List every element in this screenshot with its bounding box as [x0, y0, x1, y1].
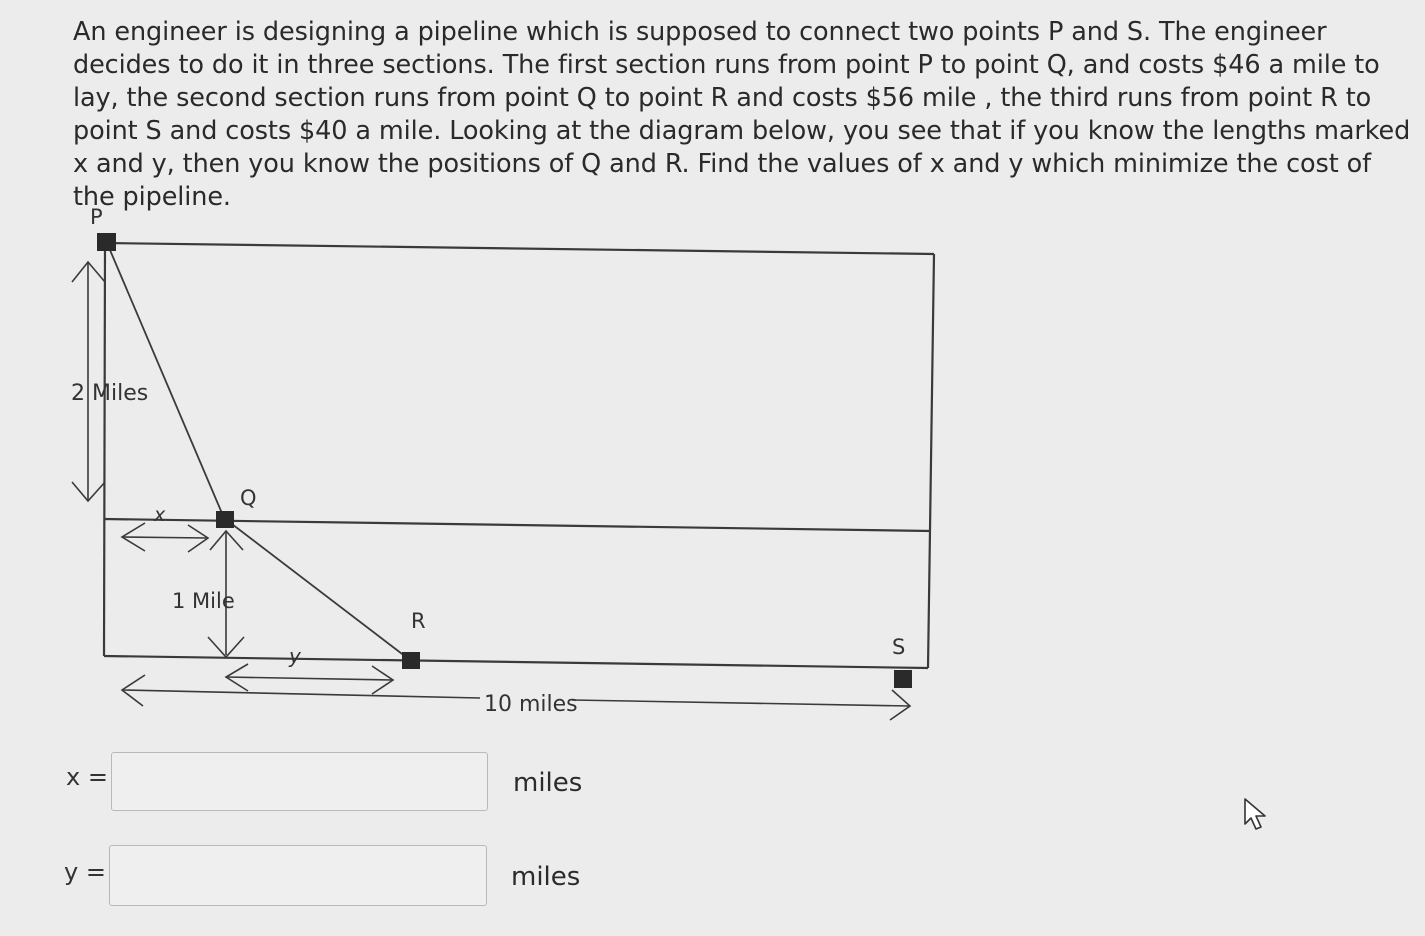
problem-statement: An engineer is designing a pipeline which is supposed to connect two points P and S. The engineer decides to do it in three sections. The first section runs from point P to point Q, and costs $46 a mile to lay, the second section runs from point Q to point R and costs $56 mile , the third runs from point R to point S and costs $40 a mile. Looking at the diagram below, you see that if you know the lengths marked x and y, then you know the positions of Q and R. Find the values of x and y which minimize the cost of the pipeline. — [73, 17, 1411, 212]
rect-top-edge — [105, 243, 934, 254]
label-r: R — [411, 609, 426, 633]
y-answer-label: y = — [64, 858, 106, 886]
point-q-marker — [216, 511, 234, 528]
label-p: P — [90, 205, 103, 229]
y-unit-label: miles — [511, 862, 581, 892]
label-y: y — [289, 644, 301, 668]
label-s: S — [892, 635, 906, 659]
x-answer-label: x = — [66, 763, 108, 791]
x-arrow-shaft — [122, 537, 208, 538]
rect-left-edge — [104, 243, 105, 656]
pointer-arrow-icon — [1243, 797, 1269, 831]
y-answer-input[interactable] — [109, 845, 487, 906]
rect-right-edge — [928, 254, 934, 668]
pipe-segment-qr — [224, 518, 410, 660]
point-p-marker — [97, 233, 116, 251]
x-answer-input[interactable] — [111, 752, 488, 811]
label-ten-miles: 10 miles — [484, 692, 578, 717]
label-two-miles: 2 Miles — [71, 381, 149, 406]
x-unit-label: miles — [513, 768, 583, 798]
label-q: Q — [240, 486, 257, 510]
label-x: x — [154, 504, 166, 526]
point-r-marker — [402, 652, 420, 669]
ten-miles-arrow-shaft-left — [122, 690, 480, 698]
y-arrow-shaft — [226, 677, 393, 680]
ten-miles-arrow-shaft-right — [572, 700, 910, 706]
point-s-marker — [894, 670, 912, 688]
label-one-mile: 1 Mile — [172, 589, 235, 613]
rect-bottom-edge — [104, 656, 928, 668]
